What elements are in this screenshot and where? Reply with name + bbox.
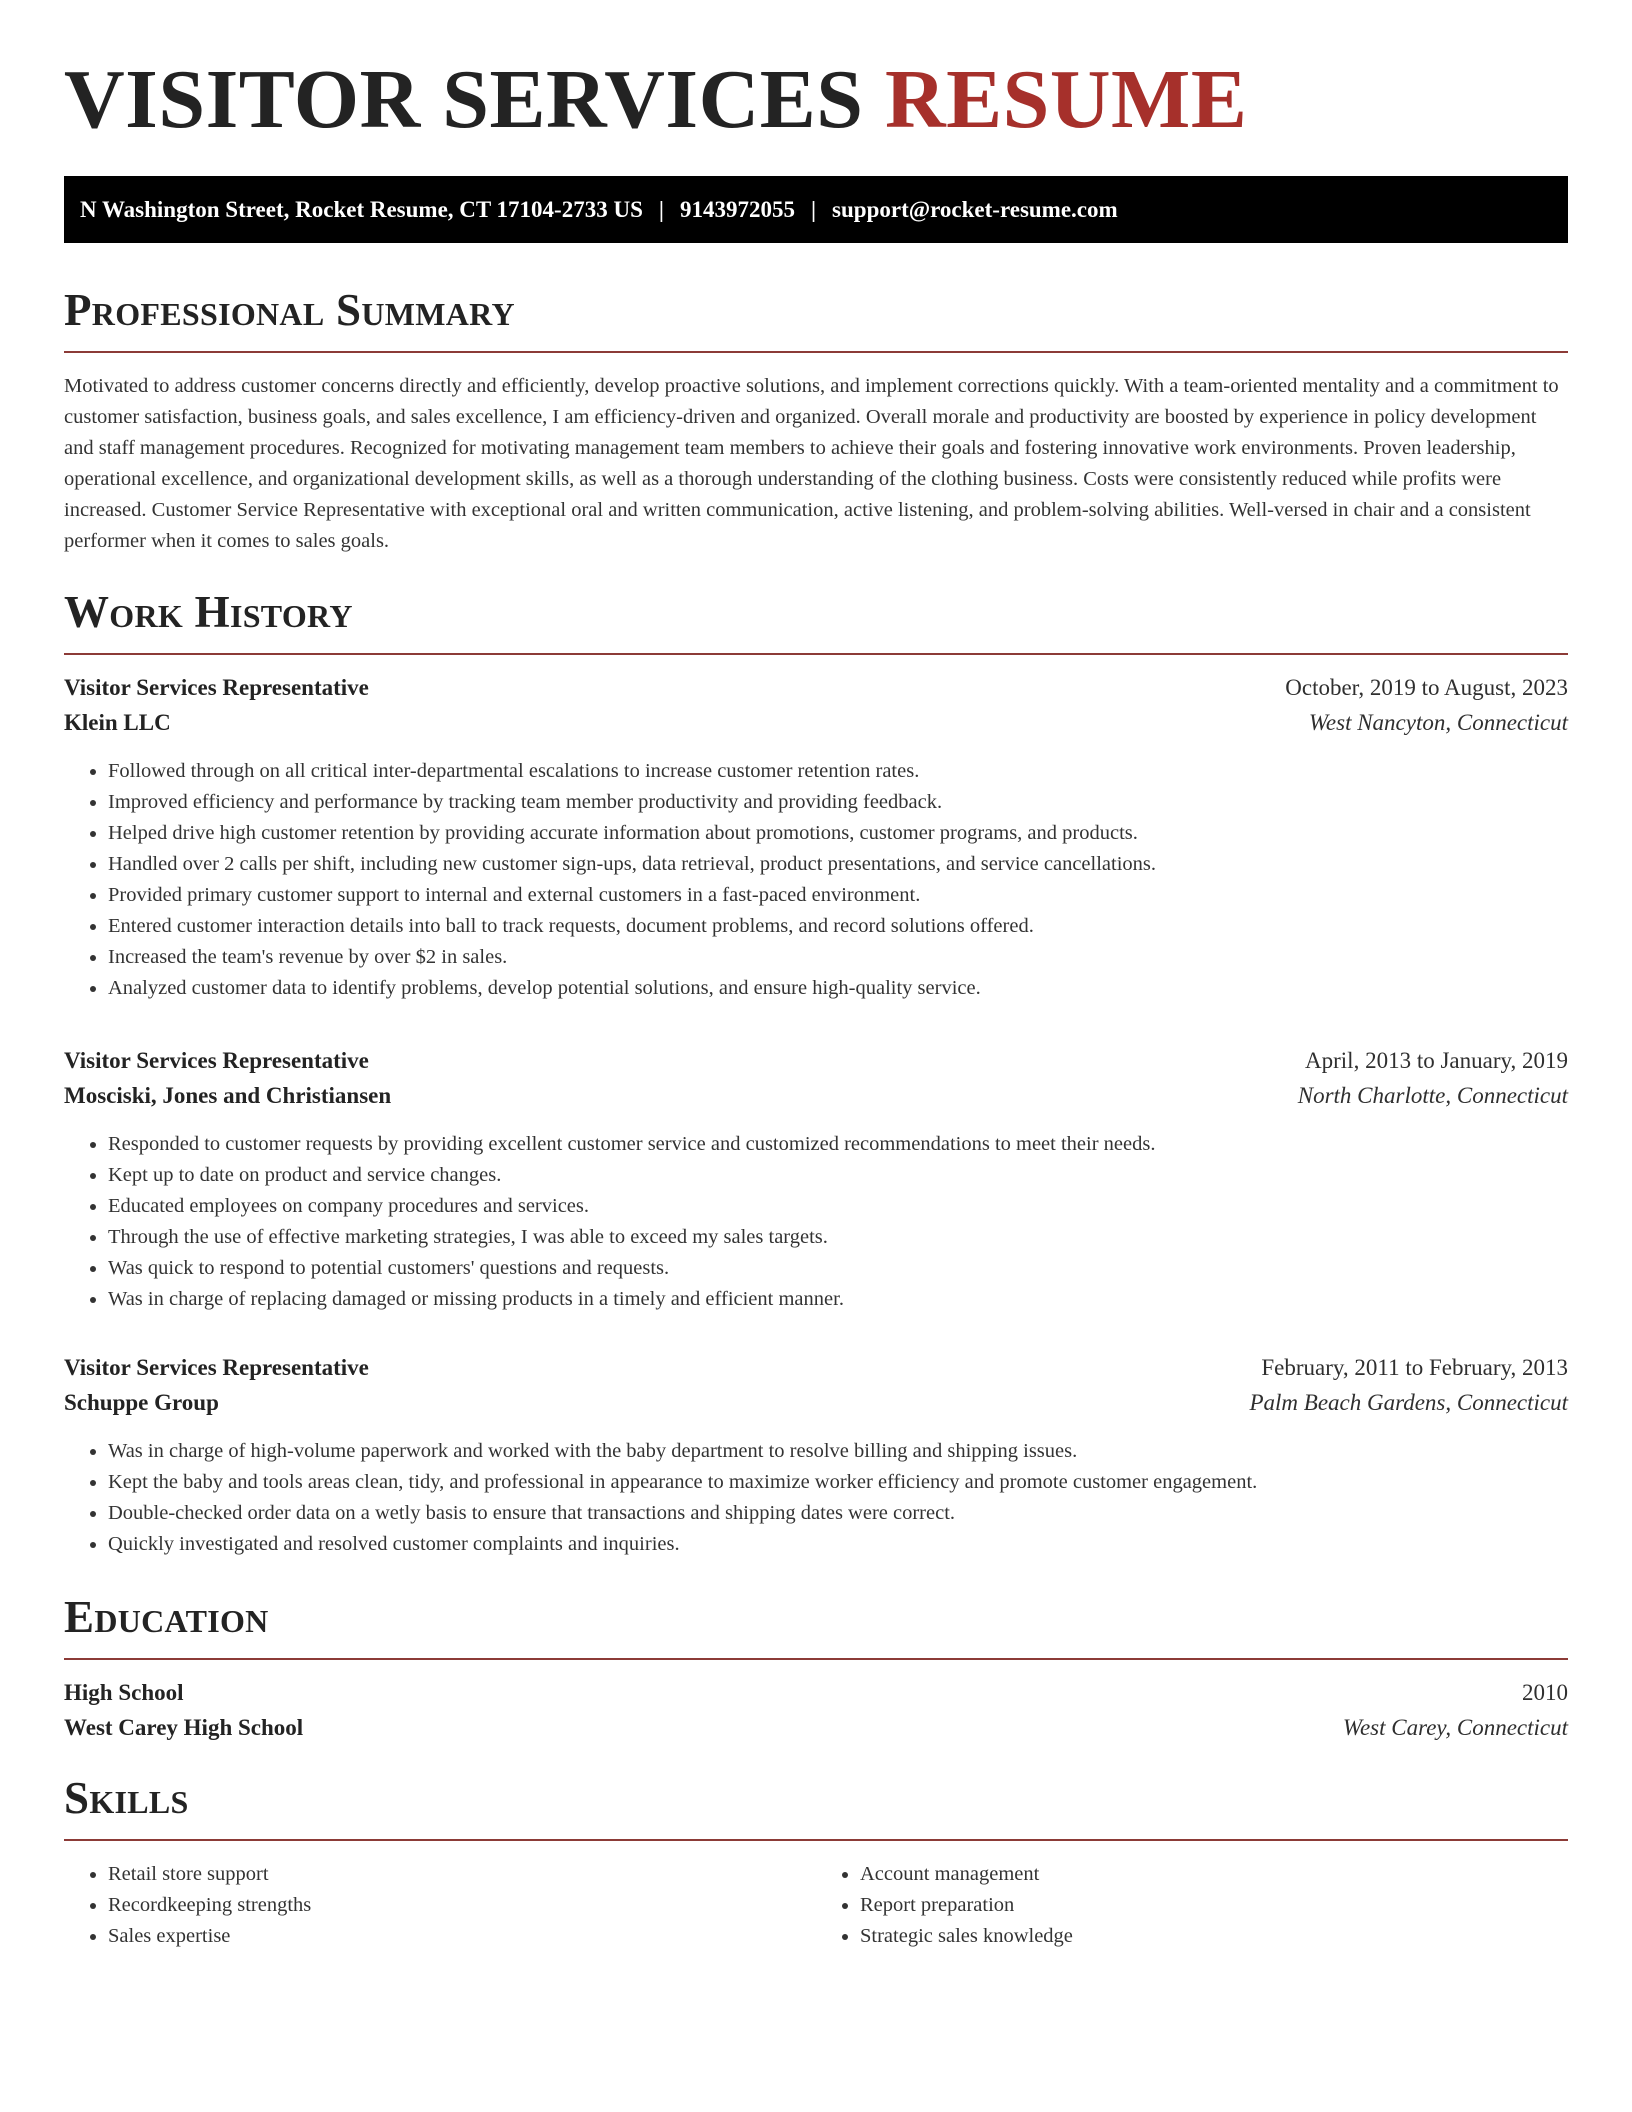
job-bullet: • Was in charge of high-volume paperwork and worked with the baby department to resolve billing and shipping issues. (108, 1436, 1568, 1467)
skill-item: • Strategic sales knowledge (860, 1921, 1568, 1952)
contact-separator: | (810, 196, 817, 222)
section-divider (64, 1658, 1568, 1660)
section-divider (64, 351, 1568, 353)
education-degree: High School (64, 1680, 184, 1705)
job-title: Visitor Services Representative (64, 1355, 369, 1380)
job-bullets (64, 1436, 1568, 1560)
job-bullet: • Kept the baby and tools areas clean, tidy, and professional in appearance to maximize worker efficiency and promote customer engagement. (108, 1467, 1568, 1498)
job-bullet: • Was quick to respond to potential customers' questions and requests. (108, 1253, 1568, 1284)
contact-bar (64, 176, 1568, 243)
skill-item: • Account management (860, 1859, 1568, 1890)
job-bullet: • Double-checked order data on a wetly basis to ensure that transactions and shipping dates were correct. (108, 1498, 1568, 1529)
job-bullet: • Handled over 2 calls per shift, including new customer sign-ups, data retrieval, product presentations, and service cancellations. (108, 849, 1568, 880)
job-entry (64, 1355, 1568, 1560)
job-bullet: • Analyzed customer data to identify problems, develop potential solutions, and ensure high-quality service. (108, 973, 1568, 1004)
skill-item: • Report preparation (860, 1890, 1568, 1921)
job-title: Visitor Services Representative (64, 675, 369, 700)
skills-column-left (64, 1859, 816, 1952)
job-bullet: • Provided primary customer support to internal and external customers in a fast-paced environment. (108, 880, 1568, 911)
title-main: VISITOR SERVICES (64, 53, 864, 146)
section-divider (64, 1839, 1568, 1841)
job-location: West Nancyton, Connecticut (1308, 710, 1568, 735)
contact-email: support@rocket-resume.com (832, 196, 1118, 222)
job-location: North Charlotte, Connecticut (1297, 1083, 1568, 1108)
job-bullet: • Through the use of effective marketing strategies, I was able to exceed my sales targets. (108, 1222, 1568, 1253)
job-title: Visitor Services Representative (64, 1048, 369, 1073)
job-bullet: • Entered customer interaction details into ball to track requests, document problems, and record solutions offered. (108, 911, 1568, 942)
job-bullet: • Followed through on all critical inter-departmental escalations to increase customer retention rates. (108, 756, 1568, 787)
job-bullet: • Kept up to date on product and service changes. (108, 1160, 1568, 1191)
job-entry (64, 1048, 1568, 1315)
job-dates: October, 2019 to August, 2023 (1285, 675, 1568, 700)
job-bullets (64, 756, 1568, 1004)
job-bullet: • Responded to customer requests by providing excellent customer service and customized recommendations to meet their needs. (108, 1129, 1568, 1160)
section-divider (64, 653, 1568, 655)
work-history-section (64, 585, 1568, 1560)
contact-address: N Washington Street, Rocket Resume, CT 17104-2733 US (80, 196, 643, 222)
job-bullet: • Helped drive high customer retention by providing accurate information about promotions, customer programs, and products. (108, 818, 1568, 849)
job-company: Schuppe Group (64, 1390, 219, 1415)
job-location: Palm Beach Gardens, Connecticut (1249, 1390, 1568, 1415)
job-bullet: • Was in charge of replacing damaged or missing products in a timely and efficient manner. (108, 1284, 1568, 1315)
job-bullets (64, 1129, 1568, 1315)
skills-grid (64, 1859, 1568, 1952)
summary-text: Motivated to address customer concerns directly and efficiently, develop proactive solutions, and implement corrections quickly. With a team-oriented mentality and a commitment to customer satisfaction, business goals, and sales excellence, I am efficiency-driven and organized. Overall morale and productivity are boosted by experience in policy development and staff management procedures. Recognized for motivating management team members to achieve their goals and fostering innovative work environments. Proven leadership, operational excellence, and organizational development skills, as well as a thorough understanding of the clothing business. Costs were consistently reduced while profits were increased. Customer Service Representative with exceptional oral and written communication, active listening, and problem-solving abilities. Well-versed in chair and a consistent performer when it comes to sales goals. (64, 375, 1559, 552)
job-bullet: • Quickly investigated and resolved customer complaints and inquiries. (108, 1529, 1568, 1560)
job-dates: April, 2013 to January, 2019 (1305, 1048, 1568, 1073)
job-company: Klein LLC (64, 710, 171, 735)
job-company: Mosciski, Jones and Christiansen (64, 1083, 392, 1108)
job-entry (64, 675, 1568, 1004)
skills-column-right (816, 1859, 1568, 1952)
job-bullet: • Increased the team's revenue by over $2 in sales. (108, 942, 1568, 973)
education-section (64, 1590, 1568, 1741)
skill-item: • Recordkeeping strengths (108, 1890, 816, 1921)
resume-title (64, 0, 1568, 146)
education-location: West Carey, Connecticut (1342, 1715, 1568, 1740)
summary-heading: Professional Summary (64, 285, 515, 335)
education-entry (64, 1680, 1568, 1741)
education-year: 2010 (1522, 1680, 1568, 1705)
job-bullet: • Educated employees on company procedures and services. (108, 1191, 1568, 1222)
skills-section (64, 1771, 1568, 1952)
title-accent: RESUME (884, 53, 1248, 146)
job-bullet: • Improved efficiency and performance by tracking team member productivity and providing feedback. (108, 787, 1568, 818)
contact-separator: | (658, 196, 664, 222)
contact-phone: 9143972055 (679, 196, 795, 222)
summary-section (64, 283, 1568, 557)
skills-heading: Skills (64, 1773, 189, 1823)
education-heading: Education (64, 1592, 269, 1642)
work-history-heading: Work History (64, 587, 353, 637)
job-dates: February, 2011 to February, 2013 (1261, 1355, 1568, 1380)
skill-item: • Retail store support (108, 1859, 816, 1890)
skill-item: • Sales expertise (108, 1921, 816, 1952)
education-school: West Carey High School (64, 1715, 304, 1740)
